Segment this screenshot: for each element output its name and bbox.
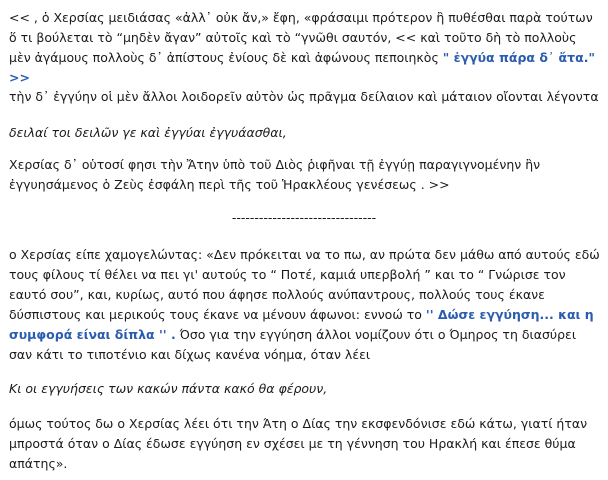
modern-paragraph-2: όμως τούτος δω ο Χερσίας λέει ότι την Άτη ο Δίας την εκσφενδόνισε εδώ κάτω, γιατί ήταν μπροστά όταν ο Δίας έδωσε εγγύηση εν σχέσει με τη γέννηση του Ηρακλή και έπεσε θύμα απάτης». (9, 416, 588, 471)
greek-paragraph-2: τὴν δ᾽ ἐγγύην οἱ μὲν ἄλλοι λοιδορεῖν αὐτὸν ὡς πρᾶγμα δείλαιον καὶ μάταιον οἴονται λέγοντα (9, 89, 599, 104)
greek-paragraph-1-text: << , ὁ Χερσίας μειδιάσας «ἀλλ᾽ οὐκ ἄν,» ἔφη, «φράσαιμι πρότερον ἢ πυθέσθαι παρὰ τούτων ὅ τι βούλεται τὸ “μηδὲν ἄγαν” αὐτοῖς καὶ τὸ “γνῶθι σαυτόν, << καὶ τοῦτο δὴ τὸ πολλοὺς μὲν ἀγάμους πολλοὺς δ᾽ ἀπίστους ἐνίους δὲ καὶ ἀφώνους πεποιηκὸς (9, 10, 593, 65)
modern-quote-highlight: '' Δώσε εγγύηση... και η συμφορά είναι δίπλα '' . (9, 307, 594, 342)
greek-paragraph-3: Χερσίας δ᾽ οὑτοσί φησι τὴν Ἄτην ὑπὸ τοῦ Διὸς ῥιφῆναι τῇ ἐγγύῃ παραγιγνομένην ἣν ἐγγυησάμενος ὁ Ζεὺς ἐσφάλη περὶ τῆς τοῦ Ἡρακλέους γενέσεως . >> (9, 157, 541, 192)
section-separator: -------------------------------- (231, 210, 377, 225)
greek-paragraph-1 (9, 8, 600, 88)
modern-verse-line: Κι οι εγγυήσεις των κακών πάντα κακό θα φέρουν, (9, 381, 328, 396)
modern-paragraph-1-text: ο Χερσίας είπε χαμογελώντας: «Δεν πρόκειται να το πω, αν πρώτα δεν μάθω από αυτούς εδώ τους φίλους τί θέλει να πει γι' αυτούς το “ Ποτέ, καμιά υπερβολή ” και το “ Γνώρισε τον εαυτό σου”, και, κυρίως, αυτό που άφησε πολλούς ανύπαντρους, πολλούς τους έκανε δύσπιστους και μερικούς τους έκανε να μένουν άφωνοι: εννοώ το (9, 247, 600, 322)
modern-paragraph-1-tail: Όσο για την εγγύηση άλλοι νομίζουν ότι ο Όμηρος τη διασύρει σαν κάτι το τιποτένιο και δίχως κανένα νόημα, όταν λέει (9, 327, 577, 362)
greek-verse-line: δειλαί τοι δειλῶν γε καὶ ἐγγύαι ἐγγυάασθαι, (9, 125, 287, 140)
greek-quote-highlight: " ἐγγύα πάρα δ᾽ ἄτα." >> (9, 50, 595, 85)
modern-paragraph-1 (9, 245, 600, 365)
